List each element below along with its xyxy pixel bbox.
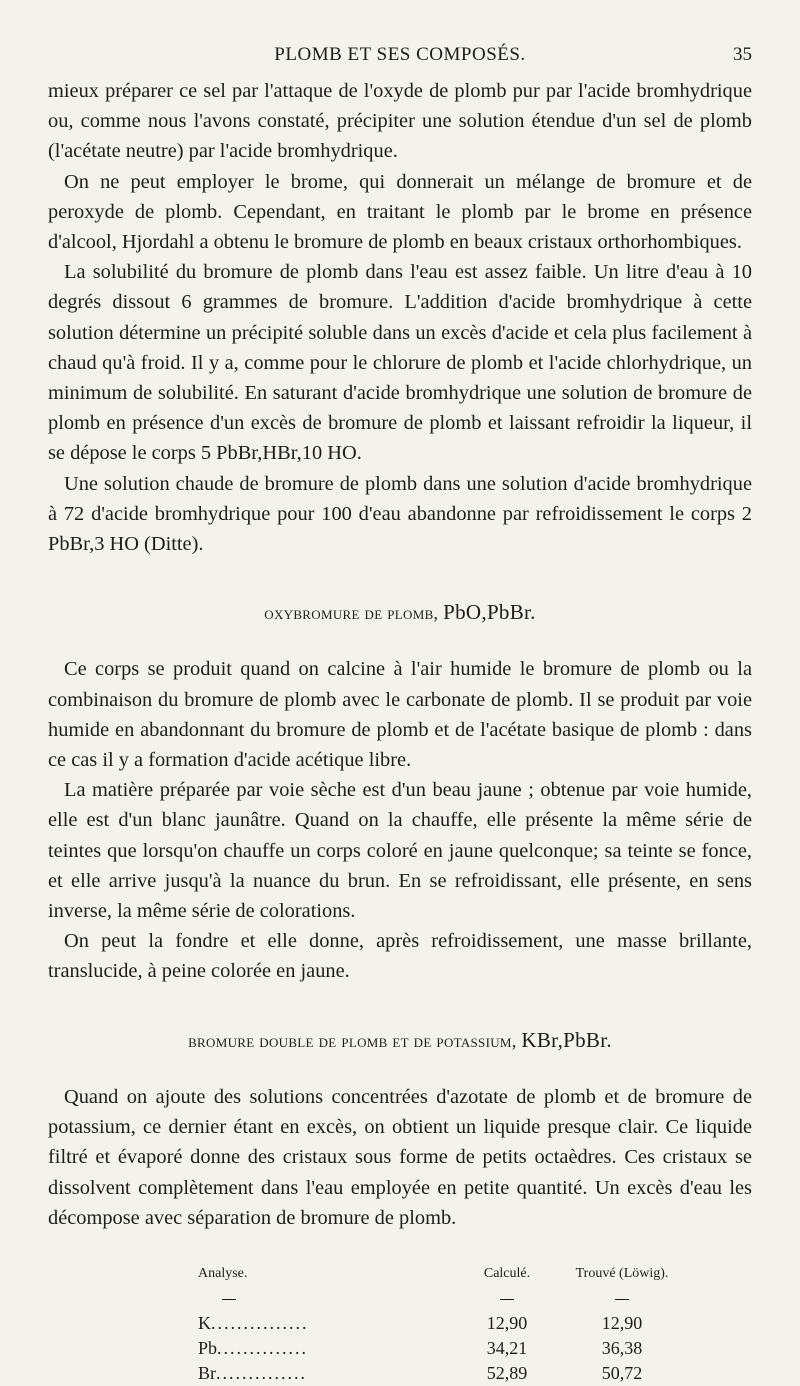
heading-formula: KBr,PbBr. <box>521 1027 612 1052</box>
paragraph: Quand on ajoute des solutions concentrées d'azotate de plomb et de bromure de potassium, ce dernier étant en excès, on obtient un liquide presque clair. Ce liquide filtré et évaporé donne des cristaux sous forme de petits octaèdres. Ces cristaux se dissolvent complètement dans l'eau employée en petite quantité. Un excès d'eau les décompose avec séparation de bromure de plomb. <box>48 1085 752 1229</box>
dash-rule <box>500 1299 514 1300</box>
paragraph: mieux préparer ce sel par l'attaque de l'oxyde de plomb pur par l'acide bromhydrique ou, comme nous l'avons constaté, précipiter une solution étendue d'un sel de plomb (l'acétate neutre) par l'acide bromhydrique. <box>48 80 752 163</box>
heading-name: bromure double de plomb et de potassium, <box>188 1030 517 1051</box>
calcule-value: 34,21 <box>486 1337 528 1358</box>
element-symbol: Br <box>198 1362 216 1383</box>
analysis-header-row <box>198 1261 682 1286</box>
heading-formula: PbO,PbBr. <box>443 600 536 625</box>
paragraph: On ne peut employer le brome, qui donnerait un mélange de bromure et de peroxyde de plomb. Cependant, en traitant le plomb par le brome en présence d'alcool, Hjordahl a obtenu le bromure de plomb en beaux cristaux orthorhombiques. <box>48 170 752 254</box>
section-heading-oxybromure <box>48 597 752 628</box>
trouve-value: 36,38 <box>601 1337 643 1358</box>
header-trouve: Trouvé (Löwig). <box>575 1265 669 1281</box>
header-analyse: Analyse. <box>198 1265 248 1281</box>
paragraph: On peut la fondre et elle donne, après refroidissement, une masse brillante, translucide, à peine colorée en jaune. <box>48 930 752 983</box>
analysis-table <box>198 1261 682 1386</box>
calcule-value: 52,89 <box>486 1362 528 1383</box>
section-heading-bromure-double <box>48 1025 752 1056</box>
table-row <box>198 1361 682 1386</box>
dot-leader: .............. <box>217 1337 309 1358</box>
dash-rule <box>615 1299 629 1300</box>
page-number: 35 <box>733 44 752 65</box>
dot-leader: ............... <box>211 1312 309 1333</box>
trouve-value: 12,90 <box>601 1312 643 1333</box>
paragraph: La matière préparée par voie sèche est d'un beau jaune ; obtenue par voie humide, elle est d'un blanc jaunâtre. Quand on la chauffe, elle présente la même série de teintes que lorsqu'on chauffe un corps coloré en jaune quelconque; sa teinte se fonce, et elle arrive jusqu'à la nuance du brun. En se refroidissant, elle présente, en sens inverse, la même série de colorations. <box>48 779 752 923</box>
trouve-value: 50,72 <box>601 1362 643 1383</box>
paragraph: La solubilité du bromure de plomb dans l'eau est assez faible. Un litre d'eau à 10 degrés dissout 6 grammes de bromure. L'addition d'acide bromhydrique à cette solution détermine un précipité soluble dans un excès d'acide et cela plus facilement à chaud qu'à froid. Il y a, comme pour le chlorure de plomb et l'acide chlorhydrique, un minimum de solubilité. En saturant d'acide bromhydrique une solution de bromure de plomb en présence d'un excès de bromure de plomb et laissant refroidir la liqueur, il se dépose le corps 5 PbBr,HBr,10 HO. <box>48 261 752 465</box>
page-header <box>48 44 752 74</box>
dot-leader: .............. <box>216 1362 307 1383</box>
table-row <box>198 1336 682 1361</box>
dash-row <box>198 1286 682 1311</box>
heading-name: oxybromure de plomb, <box>264 603 439 624</box>
element-symbol: K <box>198 1312 211 1333</box>
paragraph: Une solution chaude de bromure de plomb dans une solution d'acide bromhydrique à 72 d'acide bromhydrique pour 100 d'eau abandonne par refroidissement le corps 2 PbBr,3 HO (Ditte). <box>48 472 752 556</box>
paragraph: Ce corps se produit quand on calcine à l'air humide le bromure de plomb ou la combinaison du bromure de plomb avec le carbonate de plomb. Il se produit par voie humide en abandonnant du bromure de plomb et de l'acétate basique de plomb : dans ce cas il y a formation d'acide acétique libre. <box>48 658 752 772</box>
dash-rule <box>222 1299 236 1300</box>
running-title: PLOMB ET SES COMPOSÉS. <box>274 44 526 65</box>
element-symbol: Pb <box>198 1337 218 1358</box>
page-body <box>48 76 752 1386</box>
table-row <box>198 1311 682 1336</box>
calcule-value: 12,90 <box>486 1312 528 1333</box>
header-calcule: Calculé. <box>483 1265 531 1281</box>
